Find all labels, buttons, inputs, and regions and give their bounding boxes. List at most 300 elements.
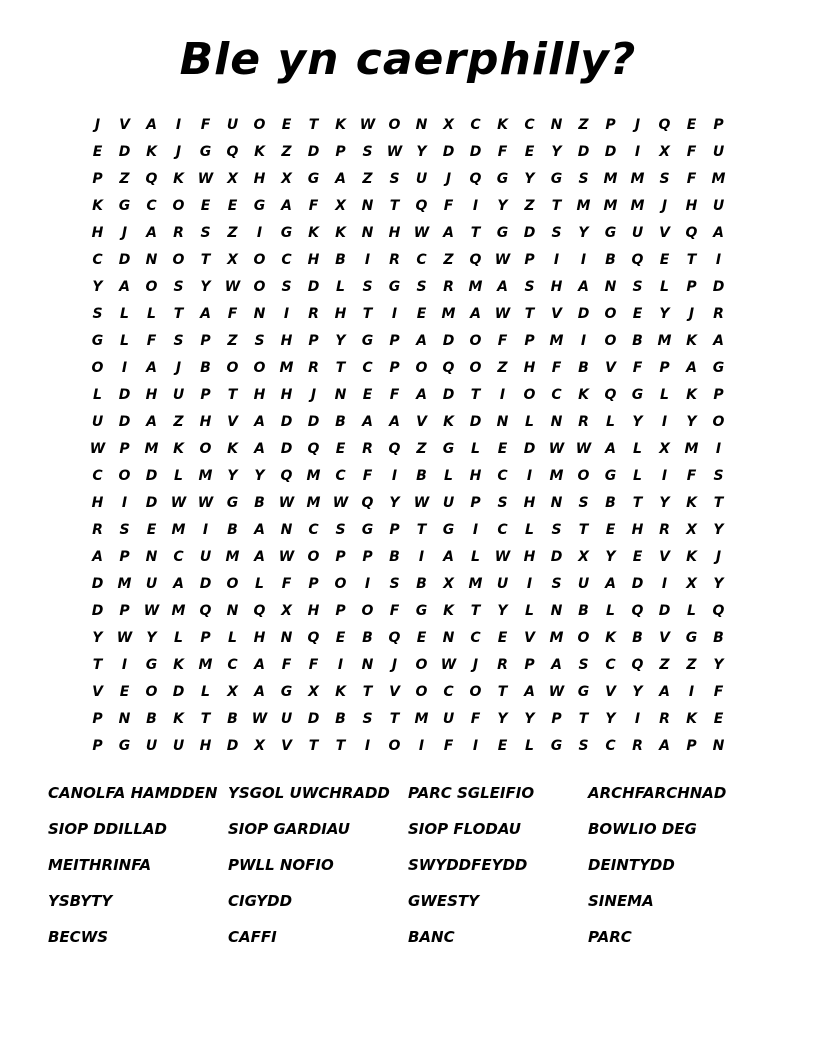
- grid-letter[interactable]: K: [686, 549, 697, 565]
- grid-letter[interactable]: A: [497, 279, 508, 295]
- grid-letter[interactable]: G: [631, 387, 644, 403]
- grid-letter[interactable]: X: [659, 441, 670, 457]
- grid-letter[interactable]: N: [550, 414, 563, 430]
- grid-letter[interactable]: O: [712, 414, 725, 430]
- grid-letter[interactable]: K: [254, 144, 265, 160]
- grid-letter[interactable]: D: [577, 144, 590, 160]
- grid-letter[interactable]: E: [713, 711, 724, 727]
- grid-letter[interactable]: I: [364, 252, 371, 268]
- grid-letter[interactable]: W: [440, 657, 457, 673]
- grid-letter[interactable]: E: [362, 387, 373, 403]
- grid-letter[interactable]: X: [686, 576, 697, 592]
- grid-letter[interactable]: U: [91, 414, 104, 430]
- grid-letter[interactable]: I: [634, 144, 641, 160]
- grid-letter[interactable]: W: [548, 441, 565, 457]
- grid-letter[interactable]: G: [280, 684, 293, 700]
- grid-letter[interactable]: N: [361, 657, 374, 673]
- grid-letter[interactable]: X: [227, 171, 238, 187]
- grid-letter[interactable]: B: [416, 468, 427, 484]
- grid-letter[interactable]: I: [364, 576, 371, 592]
- grid-letter[interactable]: Q: [415, 198, 428, 214]
- grid-letter[interactable]: K: [443, 603, 454, 619]
- grid-letter[interactable]: A: [443, 225, 454, 241]
- grid-letter[interactable]: O: [469, 684, 482, 700]
- grid-letter[interactable]: O: [604, 306, 617, 322]
- grid-letter[interactable]: G: [253, 198, 266, 214]
- grid-letter[interactable]: D: [145, 468, 158, 484]
- grid-letter[interactable]: U: [442, 711, 455, 727]
- grid-letter[interactable]: P: [119, 549, 130, 565]
- grid-letter[interactable]: A: [146, 414, 157, 430]
- grid-letter[interactable]: N: [442, 630, 455, 646]
- grid-letter[interactable]: U: [631, 225, 644, 241]
- grid-letter[interactable]: W: [197, 495, 214, 511]
- grid-letter[interactable]: J: [94, 117, 101, 133]
- grid-letter[interactable]: Z: [227, 225, 238, 241]
- grid-letter[interactable]: Z: [578, 117, 589, 133]
- grid-letter[interactable]: X: [686, 522, 697, 538]
- grid-letter[interactable]: S: [497, 495, 508, 511]
- grid-letter[interactable]: W: [386, 144, 403, 160]
- grid-letter[interactable]: A: [686, 360, 697, 376]
- grid-letter[interactable]: H: [523, 495, 536, 511]
- grid-letter[interactable]: R: [578, 414, 589, 430]
- grid-letter[interactable]: O: [118, 468, 131, 484]
- grid-letter[interactable]: M: [198, 468, 213, 484]
- grid-letter[interactable]: S: [551, 576, 562, 592]
- grid-letter[interactable]: Q: [280, 468, 293, 484]
- grid-letter[interactable]: O: [253, 117, 266, 133]
- grid-letter[interactable]: D: [442, 144, 455, 160]
- grid-letter[interactable]: L: [660, 279, 669, 295]
- grid-letter[interactable]: U: [172, 387, 185, 403]
- grid-letter[interactable]: Q: [712, 603, 725, 619]
- grid-letter[interactable]: G: [361, 333, 374, 349]
- grid-letter[interactable]: D: [118, 144, 131, 160]
- grid-letter[interactable]: X: [281, 171, 292, 187]
- grid-letter[interactable]: H: [253, 171, 266, 187]
- grid-letter[interactable]: Z: [659, 657, 670, 673]
- grid-letter[interactable]: G: [550, 171, 563, 187]
- grid-letter[interactable]: F: [200, 117, 211, 133]
- grid-letter[interactable]: J: [715, 549, 722, 565]
- grid-letter[interactable]: R: [632, 738, 643, 754]
- grid-letter[interactable]: I: [580, 333, 587, 349]
- grid-letter[interactable]: I: [418, 738, 425, 754]
- grid-letter[interactable]: E: [335, 441, 346, 457]
- grid-letter[interactable]: O: [334, 576, 347, 592]
- grid-letter[interactable]: Y: [605, 549, 616, 565]
- grid-letter[interactable]: B: [227, 711, 238, 727]
- grid-letter[interactable]: A: [524, 684, 535, 700]
- grid-letter[interactable]: Q: [199, 603, 212, 619]
- grid-letter[interactable]: A: [254, 684, 265, 700]
- grid-letter[interactable]: T: [524, 306, 535, 322]
- grid-letter[interactable]: G: [388, 279, 401, 295]
- grid-letter[interactable]: Q: [307, 441, 320, 457]
- grid-letter[interactable]: N: [253, 306, 266, 322]
- grid-letter[interactable]: H: [253, 630, 266, 646]
- grid-letter[interactable]: S: [119, 522, 130, 538]
- grid-letter[interactable]: S: [551, 522, 562, 538]
- grid-letter[interactable]: I: [472, 522, 479, 538]
- grid-letter[interactable]: K: [308, 225, 319, 241]
- grid-letter[interactable]: F: [686, 144, 697, 160]
- grid-letter[interactable]: Y: [146, 630, 157, 646]
- grid-letter[interactable]: P: [470, 495, 481, 511]
- grid-letter[interactable]: V: [605, 360, 616, 376]
- grid-letter[interactable]: B: [605, 252, 616, 268]
- grid-letter[interactable]: V: [227, 414, 238, 430]
- grid-letter[interactable]: S: [524, 279, 535, 295]
- grid-letter[interactable]: P: [389, 522, 400, 538]
- grid-letter[interactable]: Z: [524, 198, 535, 214]
- grid-letter[interactable]: E: [632, 306, 643, 322]
- grid-letter[interactable]: T: [470, 225, 481, 241]
- grid-letter[interactable]: G: [685, 630, 698, 646]
- grid-letter[interactable]: U: [199, 549, 212, 565]
- grid-letter[interactable]: B: [416, 576, 427, 592]
- grid-letter[interactable]: T: [200, 252, 211, 268]
- grid-letter[interactable]: H: [145, 387, 158, 403]
- grid-letter[interactable]: W: [494, 549, 511, 565]
- grid-letter[interactable]: O: [226, 576, 239, 592]
- grid-letter[interactable]: X: [443, 576, 454, 592]
- grid-letter[interactable]: M: [117, 576, 132, 592]
- grid-letter[interactable]: T: [497, 684, 508, 700]
- grid-letter[interactable]: P: [200, 387, 211, 403]
- grid-letter[interactable]: G: [496, 171, 509, 187]
- grid-letter[interactable]: F: [686, 468, 697, 484]
- grid-letter[interactable]: D: [442, 333, 455, 349]
- grid-letter[interactable]: L: [174, 630, 183, 646]
- grid-letter[interactable]: Y: [200, 279, 211, 295]
- grid-letter[interactable]: D: [226, 738, 239, 754]
- grid-letter[interactable]: M: [630, 198, 645, 214]
- grid-letter[interactable]: C: [605, 738, 616, 754]
- grid-letter[interactable]: Z: [443, 252, 454, 268]
- grid-letter[interactable]: H: [550, 279, 563, 295]
- grid-letter[interactable]: G: [415, 603, 428, 619]
- grid-letter[interactable]: J: [310, 387, 317, 403]
- grid-letter[interactable]: H: [469, 468, 482, 484]
- grid-letter[interactable]: E: [281, 117, 292, 133]
- grid-letter[interactable]: K: [335, 225, 346, 241]
- grid-letter[interactable]: G: [442, 522, 455, 538]
- grid-letter[interactable]: I: [337, 657, 344, 673]
- grid-letter[interactable]: L: [147, 306, 156, 322]
- grid-letter[interactable]: O: [253, 252, 266, 268]
- grid-letter[interactable]: W: [548, 684, 565, 700]
- grid-letter[interactable]: I: [499, 387, 506, 403]
- grid-letter[interactable]: L: [120, 333, 129, 349]
- grid-letter[interactable]: V: [281, 738, 292, 754]
- grid-letter[interactable]: I: [661, 576, 668, 592]
- grid-letter[interactable]: T: [335, 738, 346, 754]
- grid-letter[interactable]: N: [604, 279, 617, 295]
- grid-letter[interactable]: U: [496, 576, 509, 592]
- grid-letter[interactable]: I: [715, 441, 722, 457]
- grid-letter[interactable]: X: [227, 684, 238, 700]
- grid-letter[interactable]: B: [335, 414, 346, 430]
- grid-letter[interactable]: D: [523, 441, 536, 457]
- grid-letter[interactable]: F: [389, 603, 400, 619]
- grid-letter[interactable]: A: [173, 576, 184, 592]
- grid-letter[interactable]: H: [388, 225, 401, 241]
- grid-letter[interactable]: C: [497, 468, 508, 484]
- grid-letter[interactable]: S: [578, 171, 589, 187]
- grid-letter[interactable]: Y: [227, 468, 238, 484]
- grid-letter[interactable]: H: [307, 252, 320, 268]
- grid-letter[interactable]: T: [551, 198, 562, 214]
- grid-letter[interactable]: E: [227, 198, 238, 214]
- grid-letter[interactable]: O: [307, 549, 320, 565]
- grid-letter[interactable]: O: [388, 117, 401, 133]
- grid-letter[interactable]: T: [578, 711, 589, 727]
- grid-letter[interactable]: X: [443, 117, 454, 133]
- grid-letter[interactable]: D: [118, 414, 131, 430]
- grid-letter[interactable]: A: [713, 333, 724, 349]
- grid-letter[interactable]: T: [470, 387, 481, 403]
- grid-letter[interactable]: D: [145, 495, 158, 511]
- grid-letter[interactable]: E: [416, 630, 427, 646]
- grid-letter[interactable]: C: [551, 387, 562, 403]
- grid-letter[interactable]: L: [201, 684, 210, 700]
- grid-letter[interactable]: M: [684, 441, 699, 457]
- grid-letter[interactable]: L: [525, 522, 534, 538]
- grid-letter[interactable]: M: [306, 495, 321, 511]
- grid-letter[interactable]: F: [443, 738, 454, 754]
- grid-letter[interactable]: A: [92, 549, 103, 565]
- grid-letter[interactable]: L: [336, 279, 345, 295]
- grid-letter[interactable]: M: [603, 171, 618, 187]
- grid-letter[interactable]: P: [308, 333, 319, 349]
- grid-letter[interactable]: S: [416, 279, 427, 295]
- grid-letter[interactable]: K: [227, 441, 238, 457]
- grid-letter[interactable]: M: [549, 630, 564, 646]
- grid-letter[interactable]: W: [143, 603, 160, 619]
- grid-letter[interactable]: C: [416, 252, 427, 268]
- grid-letter[interactable]: F: [227, 306, 238, 322]
- grid-letter[interactable]: D: [280, 414, 293, 430]
- grid-letter[interactable]: M: [576, 198, 591, 214]
- grid-letter[interactable]: G: [712, 360, 725, 376]
- grid-letter[interactable]: B: [632, 333, 643, 349]
- grid-letter[interactable]: L: [525, 738, 534, 754]
- grid-letter[interactable]: B: [578, 360, 589, 376]
- grid-letter[interactable]: O: [253, 279, 266, 295]
- grid-letter[interactable]: C: [470, 630, 481, 646]
- grid-letter[interactable]: Y: [92, 279, 103, 295]
- grid-letter[interactable]: Z: [227, 333, 238, 349]
- grid-letter[interactable]: H: [280, 387, 293, 403]
- grid-letter[interactable]: P: [713, 117, 724, 133]
- grid-letter[interactable]: A: [254, 414, 265, 430]
- grid-letter[interactable]: Z: [173, 414, 184, 430]
- grid-letter[interactable]: E: [92, 144, 103, 160]
- grid-letter[interactable]: K: [146, 144, 157, 160]
- grid-letter[interactable]: I: [472, 738, 479, 754]
- grid-letter[interactable]: D: [442, 387, 455, 403]
- grid-letter[interactable]: N: [280, 522, 293, 538]
- grid-letter[interactable]: U: [415, 171, 428, 187]
- grid-letter[interactable]: K: [335, 117, 346, 133]
- grid-letter[interactable]: U: [145, 576, 158, 592]
- grid-letter[interactable]: O: [604, 333, 617, 349]
- grid-letter[interactable]: G: [604, 225, 617, 241]
- grid-letter[interactable]: X: [227, 252, 238, 268]
- grid-letter[interactable]: I: [418, 549, 425, 565]
- grid-letter[interactable]: P: [686, 738, 697, 754]
- grid-letter[interactable]: I: [202, 522, 209, 538]
- grid-letter[interactable]: I: [391, 468, 398, 484]
- grid-letter[interactable]: L: [633, 441, 642, 457]
- grid-letter[interactable]: G: [496, 225, 509, 241]
- grid-letter[interactable]: O: [577, 468, 590, 484]
- grid-letter[interactable]: T: [713, 495, 724, 511]
- grid-letter[interactable]: L: [255, 576, 264, 592]
- grid-letter[interactable]: W: [413, 225, 430, 241]
- grid-letter[interactable]: X: [578, 549, 589, 565]
- grid-letter[interactable]: I: [553, 252, 560, 268]
- grid-letter[interactable]: E: [605, 522, 616, 538]
- grid-letter[interactable]: K: [443, 414, 454, 430]
- grid-letter[interactable]: M: [630, 171, 645, 187]
- grid-letter[interactable]: L: [471, 441, 480, 457]
- grid-letter[interactable]: V: [119, 117, 130, 133]
- grid-letter[interactable]: V: [416, 414, 427, 430]
- grid-letter[interactable]: Q: [469, 252, 482, 268]
- grid-letter[interactable]: Y: [713, 522, 724, 538]
- grid-letter[interactable]: Q: [469, 171, 482, 187]
- grid-letter[interactable]: E: [632, 549, 643, 565]
- grid-letter[interactable]: D: [280, 441, 293, 457]
- grid-letter[interactable]: E: [497, 441, 508, 457]
- grid-letter[interactable]: A: [443, 549, 454, 565]
- grid-letter[interactable]: W: [332, 495, 349, 511]
- grid-letter[interactable]: N: [415, 117, 428, 133]
- grid-letter[interactable]: D: [199, 576, 212, 592]
- grid-letter[interactable]: D: [469, 414, 482, 430]
- grid-letter[interactable]: I: [688, 684, 695, 700]
- grid-letter[interactable]: S: [173, 333, 184, 349]
- grid-letter[interactable]: I: [526, 468, 533, 484]
- grid-letter[interactable]: X: [659, 144, 670, 160]
- grid-letter[interactable]: K: [578, 387, 589, 403]
- grid-letter[interactable]: H: [91, 225, 104, 241]
- grid-letter[interactable]: S: [713, 468, 724, 484]
- grid-letter[interactable]: T: [308, 738, 319, 754]
- grid-letter[interactable]: Q: [631, 657, 644, 673]
- grid-letter[interactable]: F: [281, 657, 292, 673]
- grid-letter[interactable]: V: [659, 225, 670, 241]
- grid-letter[interactable]: S: [362, 144, 373, 160]
- grid-letter[interactable]: P: [686, 279, 697, 295]
- grid-letter[interactable]: G: [226, 495, 239, 511]
- grid-letter[interactable]: L: [120, 306, 129, 322]
- grid-letter[interactable]: I: [634, 711, 641, 727]
- grid-letter[interactable]: K: [335, 684, 346, 700]
- grid-letter[interactable]: U: [226, 117, 239, 133]
- grid-letter[interactable]: X: [335, 198, 346, 214]
- grid-letter[interactable]: Y: [524, 171, 535, 187]
- grid-letter[interactable]: A: [254, 522, 265, 538]
- grid-letter[interactable]: D: [91, 603, 104, 619]
- grid-letter[interactable]: O: [361, 603, 374, 619]
- grid-letter[interactable]: S: [335, 522, 346, 538]
- grid-letter[interactable]: H: [199, 738, 212, 754]
- grid-letter[interactable]: D: [118, 252, 131, 268]
- grid-letter[interactable]: Y: [497, 603, 508, 619]
- grid-letter[interactable]: C: [497, 522, 508, 538]
- grid-letter[interactable]: I: [661, 468, 668, 484]
- grid-letter[interactable]: S: [281, 279, 292, 295]
- grid-letter[interactable]: Y: [389, 495, 400, 511]
- grid-letter[interactable]: F: [470, 711, 481, 727]
- grid-letter[interactable]: T: [578, 522, 589, 538]
- grid-letter[interactable]: V: [92, 684, 103, 700]
- grid-letter[interactable]: L: [444, 468, 453, 484]
- grid-letter[interactable]: P: [659, 360, 670, 376]
- grid-letter[interactable]: L: [525, 603, 534, 619]
- grid-letter[interactable]: P: [605, 117, 616, 133]
- grid-letter[interactable]: S: [92, 306, 103, 322]
- grid-letter[interactable]: L: [687, 603, 696, 619]
- grid-letter[interactable]: Q: [388, 441, 401, 457]
- grid-letter[interactable]: N: [118, 711, 131, 727]
- grid-letter[interactable]: U: [442, 495, 455, 511]
- grid-letter[interactable]: C: [146, 198, 157, 214]
- grid-letter[interactable]: P: [335, 144, 346, 160]
- grid-letter[interactable]: T: [416, 522, 427, 538]
- grid-letter[interactable]: G: [91, 333, 104, 349]
- grid-letter[interactable]: Y: [659, 306, 670, 322]
- grid-letter[interactable]: A: [416, 333, 427, 349]
- grid-letter[interactable]: O: [469, 360, 482, 376]
- grid-letter[interactable]: S: [389, 171, 400, 187]
- grid-letter[interactable]: L: [228, 630, 237, 646]
- grid-letter[interactable]: O: [145, 684, 158, 700]
- grid-letter[interactable]: T: [92, 657, 103, 673]
- grid-letter[interactable]: Q: [388, 630, 401, 646]
- grid-letter[interactable]: R: [362, 441, 373, 457]
- grid-letter[interactable]: B: [605, 495, 616, 511]
- grid-letter[interactable]: A: [335, 171, 346, 187]
- grid-letter[interactable]: G: [604, 468, 617, 484]
- grid-letter[interactable]: G: [577, 684, 590, 700]
- grid-letter[interactable]: S: [578, 738, 589, 754]
- grid-letter[interactable]: O: [172, 198, 185, 214]
- grid-letter[interactable]: C: [173, 549, 184, 565]
- grid-letter[interactable]: D: [307, 144, 320, 160]
- grid-letter[interactable]: T: [632, 495, 643, 511]
- grid-letter[interactable]: Y: [686, 414, 697, 430]
- grid-letter[interactable]: Y: [92, 630, 103, 646]
- grid-letter[interactable]: P: [200, 333, 211, 349]
- grid-letter[interactable]: M: [144, 441, 159, 457]
- grid-letter[interactable]: Z: [686, 657, 697, 673]
- grid-letter[interactable]: O: [469, 333, 482, 349]
- grid-letter[interactable]: J: [391, 657, 398, 673]
- grid-letter[interactable]: A: [362, 414, 373, 430]
- grid-letter[interactable]: W: [278, 549, 295, 565]
- grid-letter[interactable]: B: [389, 549, 400, 565]
- grid-letter[interactable]: Q: [442, 360, 455, 376]
- grid-letter[interactable]: M: [279, 360, 294, 376]
- grid-letter[interactable]: J: [445, 171, 452, 187]
- grid-letter[interactable]: K: [92, 198, 103, 214]
- grid-letter[interactable]: P: [119, 603, 130, 619]
